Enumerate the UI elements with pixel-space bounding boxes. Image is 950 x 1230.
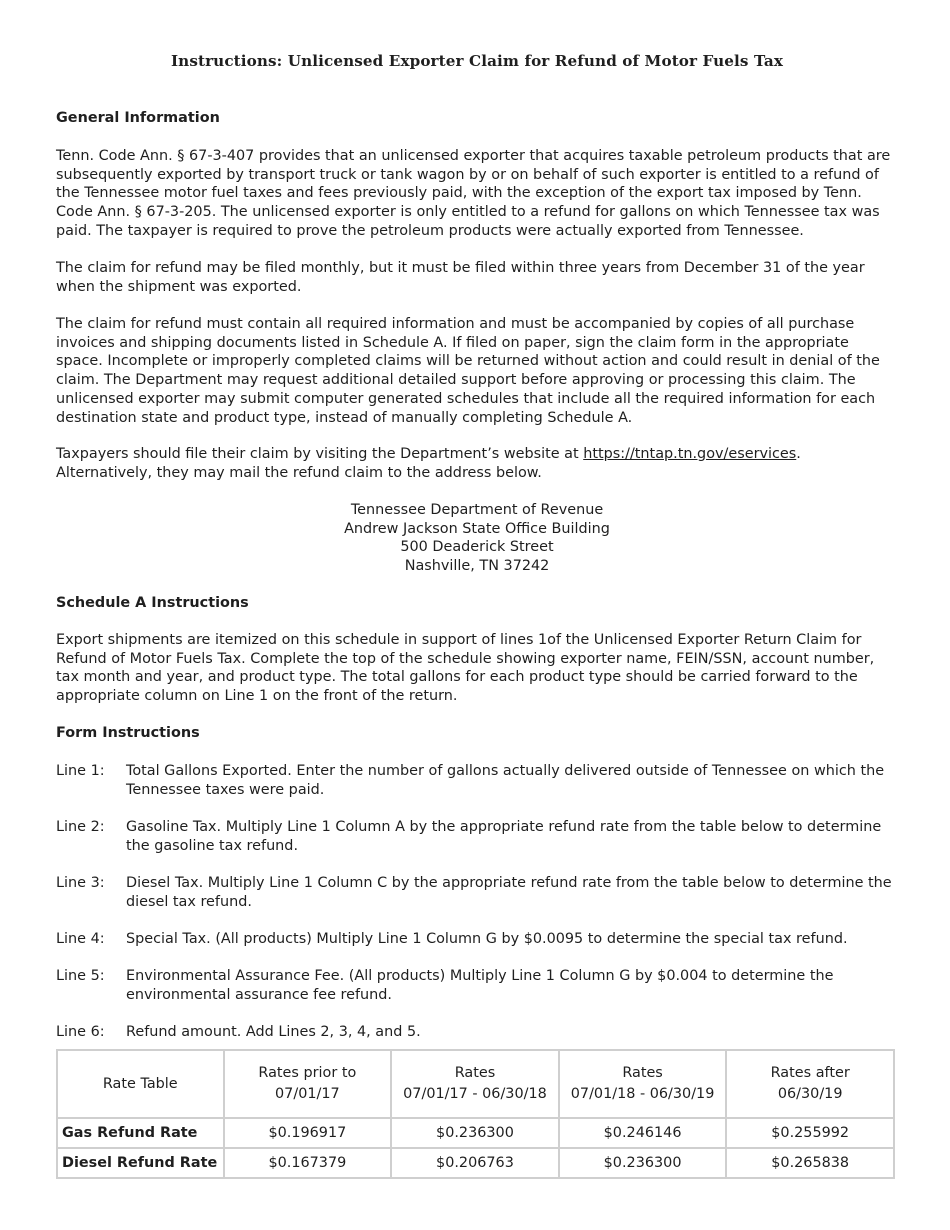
rate-cell: $0.236300 xyxy=(559,1148,727,1178)
rate-cell: $0.265838 xyxy=(726,1148,894,1178)
form-line-text: Diesel Tax. Multiply Line 1 Column C by the appropriate refund rate from the table below to determine the diesel tax refund. xyxy=(126,875,892,910)
address-line-4: Nashville, TN 37242 xyxy=(404,558,550,575)
rate-cell: $0.167379 xyxy=(224,1148,392,1178)
form-line-label: Line 1: xyxy=(56,763,105,779)
mailing-address xyxy=(56,501,898,576)
form-line-label: Line 2: xyxy=(56,819,105,835)
general-paragraph-3: The claim for refund must contain all required information and must be accompanied by copies of all purchase invoices and shipping documents listed in Schedule A. If filed on paper, sign the claim form in the appropriate space. Incomplete or improperly completed claims will be returned without action and could result in denial of the claim. The Department may request additional detailed support before approving or processing this claim. The unlicensed exporter may submit computer generated schedules that include all the required information for each destination state and product type, instead of manually completing Schedule A. xyxy=(56,316,880,426)
general-paragraph-4-text: Taxpayers should file their claim by visiting the Department’s website at xyxy=(56,446,584,462)
schedule-a-heading: Schedule A Instructions xyxy=(56,595,249,611)
refund-rate-table xyxy=(56,1049,895,1179)
rate-table-header-row xyxy=(57,1050,894,1118)
rate-cell: $0.236300 xyxy=(391,1118,559,1148)
rate-column-header: Rates after 06/30/19 xyxy=(726,1050,894,1118)
rate-cell: $0.246146 xyxy=(559,1118,727,1148)
form-line-label: Line 4: xyxy=(56,931,105,947)
rate-table-label-header: Rate Table xyxy=(57,1050,224,1118)
form-line-label: Line 3: xyxy=(56,875,105,891)
rate-cell: $0.255992 xyxy=(726,1118,894,1148)
rate-column-header: Rates prior to 07/01/17 xyxy=(224,1050,392,1118)
address-line-1: Tennessee Department of Revenue xyxy=(350,502,604,518)
general-paragraph-4-text-after: . Alternatively, they may mail the refund claim to the address below. xyxy=(56,446,801,481)
schedule-a-paragraph: Export shipments are itemized on this schedule in support of lines 1of the Unlicensed Exporter Return Claim for Refund of Motor Fuels Tax. Complete the top of the schedule showing exporter name, FEIN/SSN, account number, tax month and year, and product type. The total gallons for each product type should be carried forward to the appropriate column on Line 1 on the front of the return. xyxy=(56,632,875,705)
address-line-3: 500 Deaderick Street xyxy=(400,539,554,556)
rate-column-header: Rates 07/01/17 - 06/30/18 xyxy=(391,1050,559,1118)
general-paragraph-1: Tenn. Code Ann. § 67-3-407 provides that an unlicensed exporter that acquires taxable petroleum products that are subsequently exported by transport truck or tank wagon by or on behalf of such exporter is entitled to a refund of the Tennessee motor fuel taxes and fees previously paid, with the exception of the export tax imposed by Tenn. Code Ann. § 67-3-205. The unlicensed exporter is only entitled to a refund for gallons on which Tennessee tax was paid. The taxpayer is required to prove the petroleum products were actually exported from Tennessee. xyxy=(56,148,891,239)
general-information-heading: General Information xyxy=(56,110,220,126)
row-label: Gas Refund Rate xyxy=(57,1118,224,1148)
rate-cell: $0.196917 xyxy=(224,1118,392,1148)
form-line-text: Total Gallons Exported. Enter the number of gallons actually delivered outside of Tennessee on which the Tennessee taxes were paid. xyxy=(126,763,885,798)
gas-refund-rate-row xyxy=(57,1118,894,1148)
form-line-label: Line 5: xyxy=(56,968,105,984)
rate-column-header: Rates 07/01/18 - 06/30/19 xyxy=(559,1050,727,1118)
diesel-refund-rate-row xyxy=(57,1148,894,1178)
form-line-text: Gasoline Tax. Multiply Line 1 Column A by the appropriate refund rate from the table below to determine the gasoline tax refund. xyxy=(126,819,882,854)
form-line-label: Line 6: xyxy=(56,1024,105,1040)
document-title: Instructions: Unlicensed Exporter Claim for Refund of Motor Fuels Tax xyxy=(170,52,784,70)
form-line-text: Special Tax. (All products) Multiply Line 1 Column G by $0.0095 to determine the special tax refund. xyxy=(126,931,848,947)
general-paragraph-2: The claim for refund may be filed monthly, but it must be filed within three years from December 31 of the year when the shipment was exported. xyxy=(56,260,865,295)
row-label: Diesel Refund Rate xyxy=(57,1148,224,1178)
form-instructions-heading: Form Instructions xyxy=(56,725,200,741)
form-line-text: Environmental Assurance Fee. (All products) Multiply Line 1 Column G by $0.004 to determine the environmental assurance fee refund. xyxy=(126,968,834,1003)
general-paragraph-4 xyxy=(56,445,898,482)
address-line-2: Andrew Jackson State Office Building xyxy=(344,520,610,537)
form-line-text: Refund amount. Add Lines 2, 3, 4, and 5. xyxy=(126,1024,421,1040)
eservices-link[interactable]: https://tntap.tn.gov/eservices xyxy=(583,446,797,462)
rate-cell: $0.206763 xyxy=(391,1148,559,1178)
